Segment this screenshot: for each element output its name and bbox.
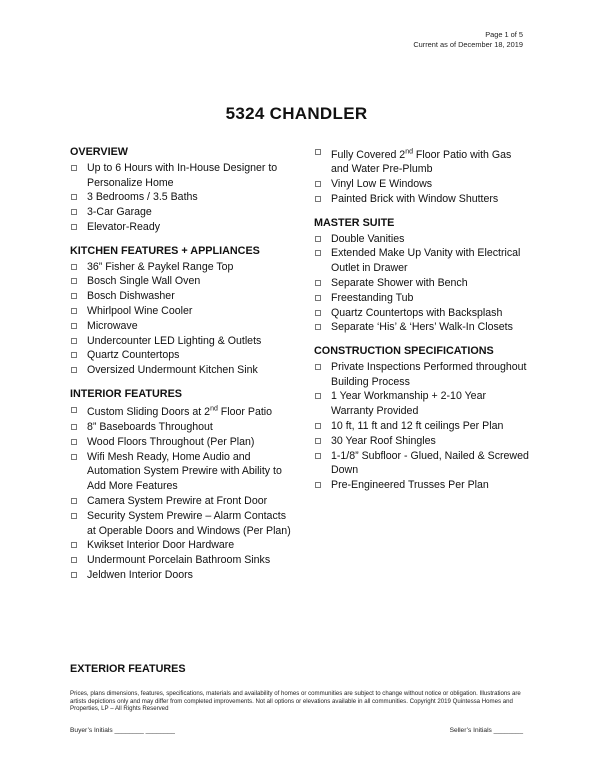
right-column xyxy=(314,145,529,502)
list-item-text: 3-Car Garage xyxy=(87,206,152,219)
checkbox-icon xyxy=(71,513,77,519)
list-item-text xyxy=(87,406,272,418)
list-item xyxy=(314,320,529,335)
list-item xyxy=(70,509,295,539)
checkbox-icon xyxy=(71,424,77,430)
list-item-text: Undercounter LED Lighting & Outlets xyxy=(87,334,262,347)
list-item xyxy=(70,304,295,319)
list-item xyxy=(314,478,529,493)
checkbox-icon xyxy=(71,454,77,460)
list-item-text: Microwave xyxy=(87,319,138,332)
checkbox-icon xyxy=(315,250,321,256)
text-part: Fully Covered 2 xyxy=(331,148,406,161)
kitchen-section xyxy=(70,244,295,378)
list-item-text: Oversized Undermount Kitchen Sink xyxy=(87,364,258,377)
checkbox-icon xyxy=(315,482,321,488)
checkbox-icon xyxy=(315,196,321,202)
overview-heading: OVERVIEW xyxy=(70,146,128,158)
checkbox-icon xyxy=(71,338,77,344)
checkbox-icon xyxy=(71,557,77,563)
list-item xyxy=(70,553,295,568)
list-item xyxy=(314,291,529,306)
text-part: Custom Sliding Doors at 2 xyxy=(87,406,211,419)
list-item-text: Wifi Mesh Ready, Home Audio and Automation System Prewire with Ability to Add More Features xyxy=(87,450,282,493)
list-item xyxy=(70,161,295,191)
checkbox-icon xyxy=(71,352,77,358)
interior-list xyxy=(70,403,295,583)
checkbox-icon xyxy=(71,293,77,299)
list-item xyxy=(70,319,295,334)
list-item xyxy=(70,289,295,304)
checkbox-icon xyxy=(71,264,77,270)
list-item-text: Quartz Countertops with Backsplash xyxy=(331,306,503,319)
list-item xyxy=(70,274,295,289)
list-item xyxy=(70,363,295,378)
overview-section xyxy=(70,145,295,235)
checkbox-icon xyxy=(71,367,77,373)
list-item xyxy=(70,190,295,205)
checkbox-icon xyxy=(71,542,77,548)
checkbox-icon xyxy=(315,453,321,459)
list-item-text: Bosch Dishwasher xyxy=(87,290,175,303)
interior-heading: INTERIOR FEATURES xyxy=(70,387,182,400)
list-item-text: Whirlpool Wine Cooler xyxy=(87,304,193,317)
list-item xyxy=(314,192,529,207)
list-item-text: Camera System Prewire at Front Door xyxy=(87,495,268,508)
page-title: 5324 CHANDLER xyxy=(225,104,368,123)
seller-initials: Seller’s Initials ________ xyxy=(449,727,523,734)
exterior-continued-section xyxy=(314,145,529,207)
list-item xyxy=(70,348,295,363)
master-list xyxy=(314,232,529,336)
list-item xyxy=(70,403,295,420)
list-item xyxy=(70,260,295,275)
list-item-text: Elevator-Ready xyxy=(87,220,161,233)
list-item xyxy=(314,177,529,192)
list-item xyxy=(314,449,529,479)
list-item xyxy=(314,360,529,390)
checkbox-icon xyxy=(71,323,77,329)
text-part: Floor Patio xyxy=(217,406,273,419)
kitchen-list xyxy=(70,260,295,378)
list-item-text: Bosch Single Wall Oven xyxy=(87,275,201,288)
list-item-text: 8” Baseboards Throughout xyxy=(87,421,213,434)
checkbox-icon xyxy=(71,308,77,314)
master-section xyxy=(314,216,529,335)
checkbox-icon xyxy=(315,438,321,444)
list-item xyxy=(314,246,529,276)
overview-list xyxy=(70,161,295,235)
checkbox-icon xyxy=(71,278,77,284)
construction-heading: CONSTRUCTION SPECIFICATIONS xyxy=(314,345,494,358)
list-item-text: 36” Fisher & Paykel Range Top xyxy=(87,260,234,273)
exterior-continued-list xyxy=(314,145,529,207)
checkbox-icon xyxy=(315,393,321,399)
list-item xyxy=(314,232,529,247)
checkbox-icon xyxy=(71,407,77,413)
list-item-text: 30 Year Roof Shingles xyxy=(331,434,436,447)
master-heading: MASTER SUITE xyxy=(314,216,395,229)
list-item-text: Jeldwen Interior Doors xyxy=(87,569,193,582)
buyer-initials: Buyer’s Initials ________ ________ xyxy=(70,727,175,734)
list-item-text: Vinyl Low E Windows xyxy=(331,178,433,191)
text-part: Floor Patio with Gas and Water Pre-Plumb xyxy=(331,148,512,176)
list-item xyxy=(70,435,295,450)
list-item-text: Up to 6 Hours with In-House Designer to Personalize Home xyxy=(87,161,278,189)
revision-date: Current as of December 18, 2019 xyxy=(413,40,523,49)
list-item xyxy=(70,450,295,494)
checkbox-icon xyxy=(315,236,321,242)
checkbox-icon xyxy=(315,364,321,370)
list-item xyxy=(70,538,295,553)
checkbox-icon xyxy=(315,423,321,429)
list-item xyxy=(314,145,529,177)
list-item-text xyxy=(331,149,511,176)
checkbox-icon xyxy=(315,149,321,155)
interior-section xyxy=(70,387,295,583)
list-item xyxy=(314,419,529,434)
superscript: nd xyxy=(210,405,218,413)
list-item xyxy=(70,568,295,583)
list-item xyxy=(314,276,529,291)
kitchen-heading: KITCHEN FEATURES + APPLIANCES xyxy=(70,244,260,257)
checkbox-icon xyxy=(71,194,77,200)
checkbox-icon xyxy=(71,165,77,171)
exterior-heading: EXTERIOR FEATURES xyxy=(70,663,186,675)
construction-list xyxy=(314,360,529,493)
list-item xyxy=(70,334,295,349)
list-item xyxy=(70,205,295,220)
superscript: nd xyxy=(405,148,413,155)
checkbox-icon xyxy=(71,224,77,230)
list-item-text: Extended Make Up Vanity with Electrical Outlet in Drawer xyxy=(331,247,521,275)
list-item xyxy=(70,220,295,235)
list-item-text: 1 Year Workmanship + 2-10 Year Warranty Provided xyxy=(331,390,486,418)
list-item-text: Pre-Engineered Trusses Per Plan xyxy=(331,479,489,492)
list-item-text: Separate ‘His’ & ‘Hers’ Walk-In Closets xyxy=(331,321,513,334)
checkbox-icon xyxy=(71,439,77,445)
checkbox-icon xyxy=(71,209,77,215)
list-item xyxy=(314,389,529,419)
list-item-text: 1-1/8” Subfloor - Glued, Nailed & Screwed Down xyxy=(331,449,529,477)
list-item xyxy=(70,494,295,509)
construction-section xyxy=(314,344,529,493)
checkbox-icon xyxy=(315,295,321,301)
list-item xyxy=(70,420,295,435)
list-item-text: Kwikset Interior Door Hardware xyxy=(87,539,235,552)
list-item xyxy=(314,434,529,449)
list-item-text: Quartz Countertops xyxy=(87,349,180,362)
page-number: Page 1 of 5 xyxy=(485,30,523,39)
checkbox-icon xyxy=(71,572,77,578)
list-item-text: 3 Bedrooms / 3.5 Baths xyxy=(87,191,198,204)
left-column xyxy=(70,145,295,592)
list-item-text: 10 ft, 11 ft and 12 ft ceilings Per Plan xyxy=(331,420,504,433)
list-item-text: Wood Floors Throughout (Per Plan) xyxy=(87,435,255,448)
list-item-text: Private Inspections Performed throughout Building Process xyxy=(331,360,527,388)
list-item-text: Security System Prewire – Alarm Contacts at Operable Doors and Windows (Per Plan) xyxy=(87,509,291,537)
checkbox-icon xyxy=(71,498,77,504)
list-item xyxy=(314,306,529,321)
checkbox-icon xyxy=(315,324,321,330)
list-item-text: Freestanding Tub xyxy=(331,291,414,304)
checkbox-icon xyxy=(315,181,321,187)
list-item-text: Double Vanities xyxy=(331,232,405,245)
list-item-text: Separate Shower with Bench xyxy=(331,276,468,289)
disclaimer: Prices, plans dimensions, features, specifications, materials and availability of homes or communities are subject to change without notice or obligation. Illustrations are artists depictions only and may differ from completed improvements. Not all options or elevations available in all communities. Copyright 2019 Quintessa Homes and Properties, LP – All Rights Reserved xyxy=(70,690,521,713)
checkbox-icon xyxy=(315,310,321,316)
checkbox-icon xyxy=(315,280,321,286)
list-item-text: Undermount Porcelain Bathroom Sinks xyxy=(87,554,271,567)
list-item-text: Painted Brick with Window Shutters xyxy=(331,192,499,205)
